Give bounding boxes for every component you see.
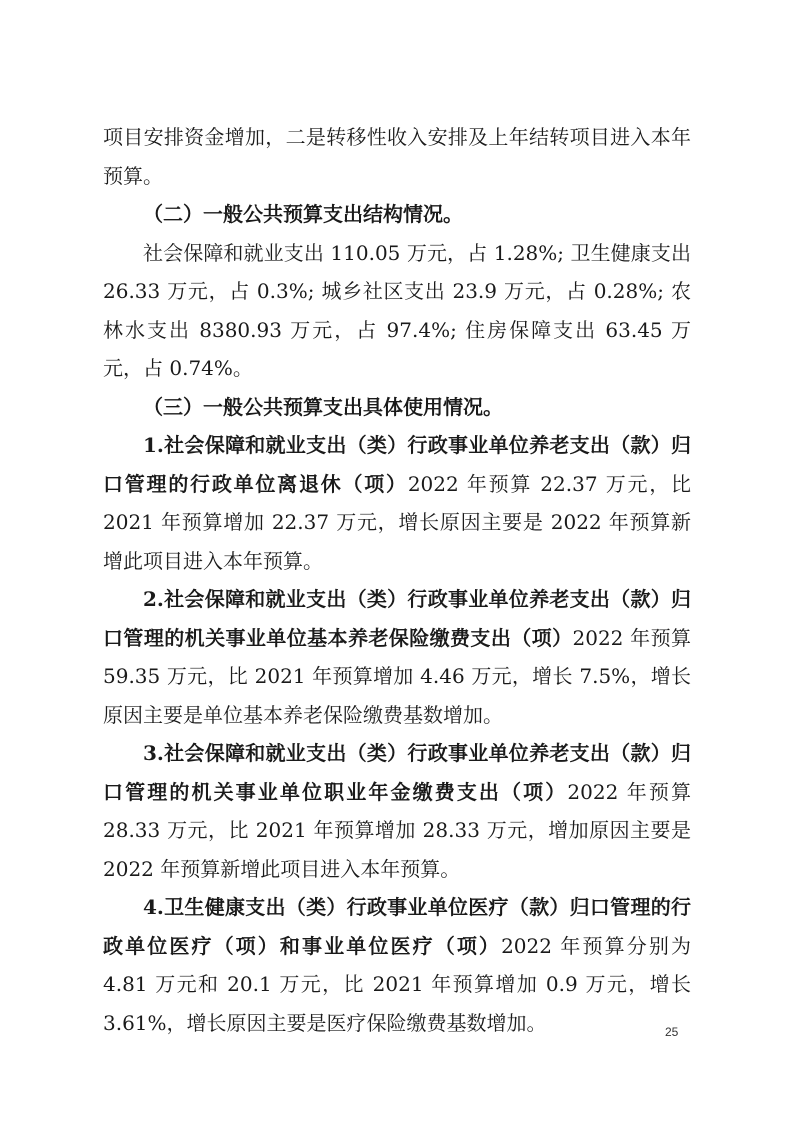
item-paragraph-4 — [103, 888, 691, 1042]
item-title-1: 1.社会保障和就业支出（类）行政事业单位养老支出（款）归口管理的行政单位离退休（项） — [103, 433, 691, 496]
structure-paragraph: 社会保障和就业支出 110.05 万元，占 1.28%; 卫生健康支出 26.33 万元，占 0.3%; 城乡社区支出 23.9 万元，占 0.28%; 农林水支出 8380.93 万元，占 97.4%; 住房保障支出 63.45 万元，占 0.74%。 — [103, 240, 691, 380]
item-title-4: 4.卫生健康支出（类）行政事业单位医疗（款）归口管理的行政单位医疗（项）和事业单位医疗（项） — [103, 895, 691, 958]
item-paragraph-2 — [103, 580, 691, 734]
item-text-1: 2022 年预算 22.37 万元，比 2021 年预算增加 22.37 万元，增长原因主要是 2022 年预算新增此项目进入本年预算。 — [103, 471, 692, 573]
item-title-2: 2.社会保障和就业支出（类）行政事业单位养老支出（款）归口管理的机关事业单位基本养老保险缴费支出（项） — [103, 587, 691, 650]
item-paragraph-3 — [103, 734, 691, 888]
item-title-3: 3.社会保障和就业支出（类）行政事业单位养老支出（款）归口管理的机关事业单位职业年金缴费支出（项） — [103, 741, 691, 804]
item-text-2: 2022 年预算 59.35 万元，比 2021 年预算增加 4.46 万元，增长 7.5%，增长原因主要是单位基本养老保险缴费基数增加。 — [103, 625, 691, 727]
item-paragraph-1 — [103, 426, 691, 580]
section-heading-3: （三）一般公共预算支出具体使用情况。 — [143, 394, 503, 419]
document-body — [103, 118, 691, 1042]
page-number: 25 — [665, 1025, 679, 1039]
item-text-4: 2022 年预算分别为 4.81 万元和 20.1 万元，比 2021 年预算增加 0.9 万元，增长 3.61%，增长原因主要是医疗保险缴费基数增加。 — [103, 933, 692, 1035]
continuation-paragraph: 项目安排资金增加，二是转移性收入安排及上年结转项目进入本年预算。 — [103, 125, 691, 188]
item-text-3: 2022 年预算 28.33 万元，比 2021 年预算增加 28.33 万元，增加原因主要是 2022 年预算新增此项目进入本年预算。 — [103, 779, 692, 881]
section-heading-2: （二）一般公共预算支出结构情况。 — [143, 202, 463, 226]
